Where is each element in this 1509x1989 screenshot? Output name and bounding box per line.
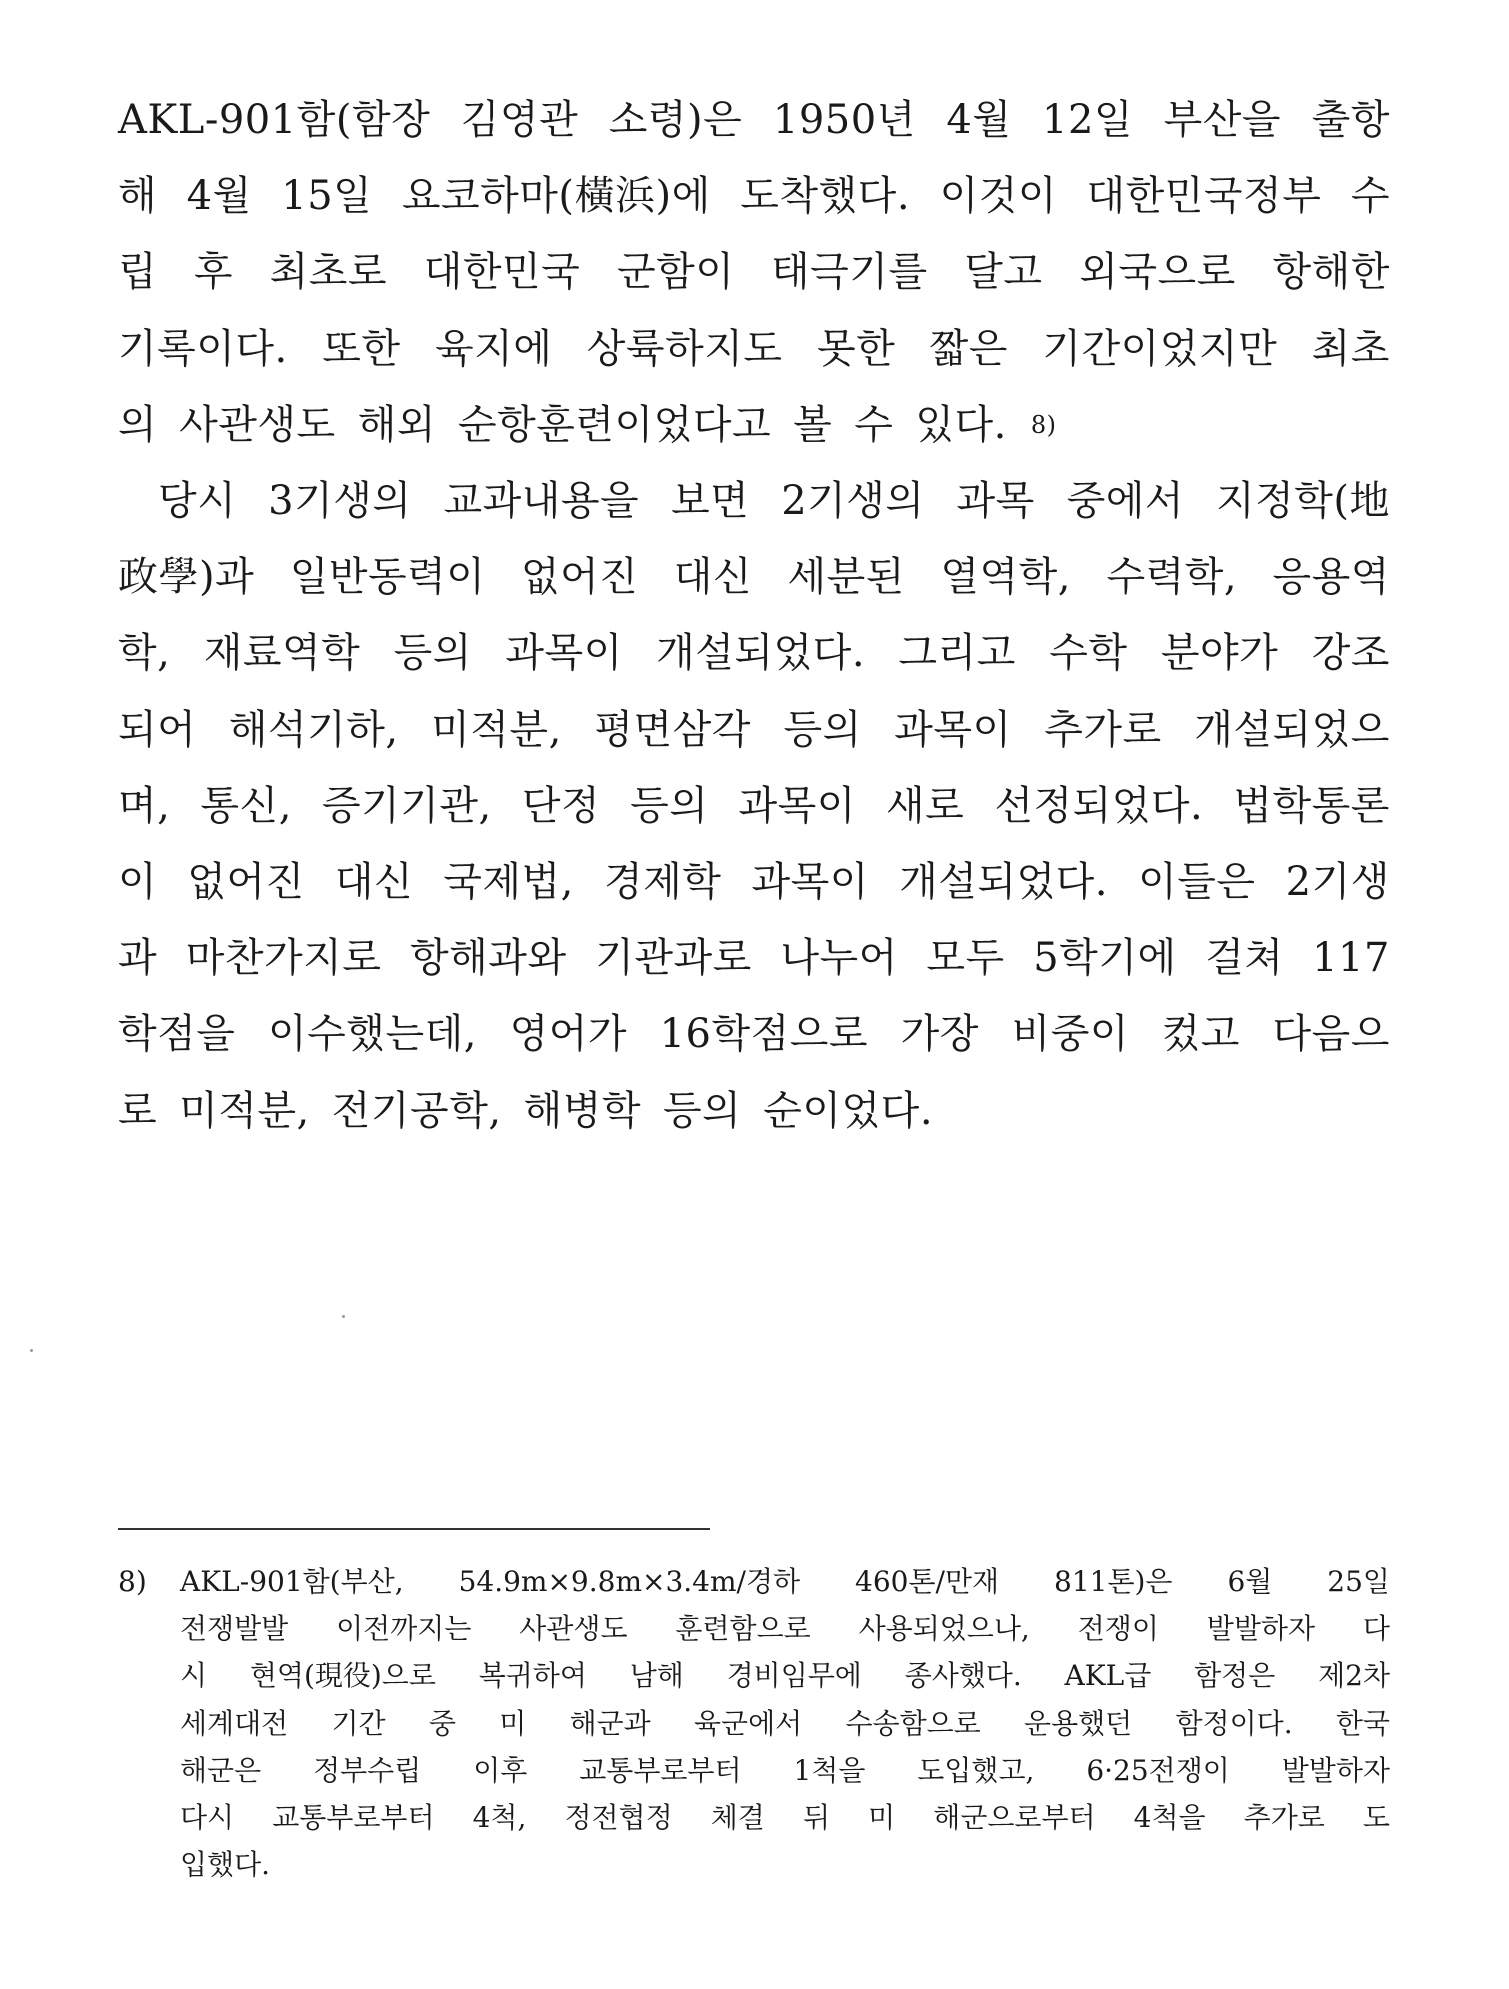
word: 또한 bbox=[322, 325, 401, 372]
word: 학, bbox=[118, 630, 171, 677]
footnote-line bbox=[118, 1558, 1390, 1605]
word: 발발하자 bbox=[1206, 1611, 1315, 1645]
word: 1950년 bbox=[772, 97, 916, 144]
word: 세분된 bbox=[787, 554, 905, 601]
word: 최초로 bbox=[269, 249, 388, 296]
word: 마찬가지로 bbox=[185, 935, 382, 982]
word: 평면삼각 bbox=[594, 706, 751, 753]
word: 볼 bbox=[793, 401, 833, 448]
word: 미 bbox=[499, 1706, 527, 1740]
word: 15일 bbox=[281, 173, 373, 220]
word: 해외 bbox=[357, 401, 436, 448]
word: 중에서 bbox=[1066, 478, 1185, 525]
footnote-line bbox=[118, 1605, 1390, 1652]
word: 460톤/만재 bbox=[855, 1564, 1000, 1598]
text-line bbox=[118, 539, 1390, 615]
word: 상륙하지도 bbox=[586, 325, 783, 372]
footnote-line bbox=[118, 1794, 1390, 1841]
word: 기관과로 bbox=[595, 935, 752, 982]
word: 정전협정 bbox=[564, 1801, 673, 1835]
word: 달고 bbox=[964, 249, 1043, 296]
word: 경비임무에 bbox=[726, 1659, 862, 1693]
word: 수 bbox=[854, 401, 894, 448]
text-line bbox=[118, 1072, 1390, 1148]
word: AKL-901함(함장 bbox=[118, 97, 431, 144]
word: 없어진 bbox=[520, 554, 639, 601]
word: 이후 bbox=[473, 1753, 528, 1787]
word: 개설되었다. bbox=[656, 630, 866, 677]
scan-speck bbox=[30, 1349, 33, 1352]
word: 선정되었다. bbox=[994, 782, 1204, 829]
word: 그리고 bbox=[898, 630, 1016, 677]
text-line bbox=[118, 234, 1390, 310]
word: 811톤)은 bbox=[1054, 1564, 1173, 1598]
word: 3기생의 bbox=[268, 478, 412, 525]
word: 2기생 bbox=[1285, 858, 1390, 905]
word: 사관생도 bbox=[519, 1611, 628, 1645]
word: 이 bbox=[118, 858, 158, 905]
word: 4척, bbox=[472, 1801, 527, 1835]
word: 대한민국 bbox=[423, 249, 581, 296]
word: 군함이 bbox=[616, 249, 735, 296]
word: 걸쳐 bbox=[1205, 935, 1284, 982]
scan-speck bbox=[342, 1315, 345, 1318]
word: 16학점으로 bbox=[659, 1011, 869, 1058]
word: 태극기를 bbox=[771, 249, 928, 296]
word: 54.9m×9.8m×3.4m/경하 bbox=[458, 1564, 801, 1598]
word: 해병학 bbox=[523, 1087, 641, 1134]
word: 지정학(地 bbox=[1215, 478, 1390, 525]
text-line bbox=[118, 844, 1390, 920]
word: 육군에서 bbox=[694, 1706, 803, 1740]
word: 교통부로부터 bbox=[272, 1801, 435, 1835]
word: 짧은 bbox=[929, 325, 1008, 372]
word: 며, bbox=[118, 782, 171, 829]
word: 순이었다. bbox=[763, 1087, 934, 1134]
word: 입했다. bbox=[180, 1848, 271, 1882]
word: 중 bbox=[428, 1706, 456, 1740]
word: 시 bbox=[180, 1659, 208, 1693]
paragraph-1 bbox=[118, 82, 1390, 463]
word: 2기생의 bbox=[781, 478, 925, 525]
text-line bbox=[118, 463, 1390, 539]
word: 政學)과 bbox=[118, 554, 255, 601]
word: 사관생도 bbox=[179, 401, 336, 448]
word: 전기공학, bbox=[331, 1087, 502, 1134]
word: 다시 bbox=[180, 1801, 235, 1835]
word: 도입했고, bbox=[917, 1753, 1035, 1787]
word: 개설되었다. bbox=[899, 858, 1108, 905]
word: 4척을 bbox=[1133, 1801, 1206, 1835]
text-line bbox=[118, 311, 1390, 387]
word: 등의 bbox=[630, 782, 709, 829]
word: 과목 bbox=[956, 478, 1035, 525]
word: 과목이 bbox=[738, 782, 856, 829]
word: 일반동력이 bbox=[289, 554, 486, 601]
text-line bbox=[118, 158, 1390, 234]
word: 함정이다. bbox=[1175, 1706, 1293, 1740]
word: 출항 bbox=[1311, 97, 1390, 144]
word: 체결 bbox=[710, 1801, 765, 1835]
word: 추가로 bbox=[1243, 1801, 1325, 1835]
word: 항해한 bbox=[1272, 249, 1390, 296]
body-text bbox=[118, 82, 1390, 1149]
word: 보면 bbox=[671, 478, 750, 525]
word: 새로 bbox=[886, 782, 965, 829]
word: 개설되었으 bbox=[1194, 706, 1390, 753]
word: 컸고 bbox=[1161, 1011, 1240, 1058]
word: 전쟁이 bbox=[1077, 1611, 1159, 1645]
word: 수학 bbox=[1049, 630, 1128, 677]
word: 후 bbox=[193, 249, 233, 296]
word: 4월 bbox=[186, 173, 252, 220]
word: 미 bbox=[868, 1801, 896, 1835]
word: 등의 bbox=[783, 706, 862, 753]
word: 립 bbox=[118, 249, 158, 296]
word: 남해 bbox=[629, 1659, 684, 1693]
word: 응용역 bbox=[1272, 554, 1390, 601]
word: 강조 bbox=[1311, 630, 1390, 677]
word: 모두 bbox=[926, 935, 1005, 982]
word: 재료역학 bbox=[203, 630, 361, 677]
word: 수력학, bbox=[1106, 554, 1238, 601]
word: 못한 bbox=[816, 325, 896, 372]
word: 6월 bbox=[1227, 1564, 1273, 1598]
word: 다 bbox=[1362, 1611, 1390, 1645]
word: 현역(現役)으로 bbox=[249, 1659, 436, 1693]
paragraph-2 bbox=[118, 463, 1390, 1149]
word: 김영관 bbox=[460, 97, 579, 144]
footnote-line bbox=[118, 1653, 1390, 1700]
text-line bbox=[118, 387, 1390, 463]
word: 5학기에 bbox=[1033, 935, 1177, 982]
word: 미적분, bbox=[179, 1087, 310, 1134]
word: 의 bbox=[118, 401, 158, 448]
footnote-line bbox=[118, 1747, 1390, 1794]
word: 훈련함으로 bbox=[675, 1611, 811, 1645]
word: 항해과와 bbox=[410, 935, 567, 982]
word: 대한민국정부 bbox=[1086, 173, 1322, 220]
word: 수 bbox=[1350, 173, 1390, 220]
footnote-number: 8) bbox=[118, 1564, 147, 1598]
text-line bbox=[118, 996, 1390, 1072]
word: 단정 bbox=[521, 782, 601, 829]
word: 제2차 bbox=[1318, 1659, 1390, 1693]
word: 교과내용을 bbox=[443, 478, 640, 525]
word: 당시 bbox=[158, 478, 237, 525]
text-line bbox=[118, 768, 1390, 844]
word: 수송함으로 bbox=[845, 1706, 981, 1740]
text-line bbox=[118, 615, 1390, 691]
word: 117 bbox=[1312, 935, 1390, 982]
word: 기간이었지만 bbox=[1042, 325, 1278, 372]
word: 순항훈련이었다고 bbox=[457, 401, 772, 448]
word: 이들은 bbox=[1138, 858, 1256, 905]
word: 복귀하여 bbox=[478, 1659, 587, 1693]
text-line bbox=[118, 82, 1390, 158]
word: 없어진 bbox=[187, 858, 305, 905]
word: 발발하자 bbox=[1281, 1753, 1390, 1787]
word: 외국으로 bbox=[1079, 249, 1236, 296]
footnote-separator bbox=[118, 1528, 710, 1530]
word: 기간 bbox=[331, 1706, 386, 1740]
word: 미적분, bbox=[431, 706, 562, 753]
word: 도착했다. bbox=[740, 173, 911, 220]
word: 학점을 bbox=[118, 1011, 236, 1058]
word: 과목이 bbox=[894, 706, 1012, 753]
word: 최초 bbox=[1311, 325, 1390, 372]
word: 운용했던 bbox=[1024, 1706, 1133, 1740]
word: 이수했는데, bbox=[268, 1011, 477, 1058]
word: 기록이다. bbox=[118, 325, 288, 372]
word: 요코하마(橫浜)에 bbox=[401, 173, 711, 220]
word: 영어가 bbox=[509, 1011, 627, 1058]
word: 종사했다. bbox=[904, 1659, 1022, 1693]
footnote-line-text bbox=[180, 1564, 1390, 1598]
word: 등의 bbox=[393, 630, 472, 677]
footnote bbox=[118, 1558, 1390, 1889]
word: 국제법, bbox=[443, 858, 574, 905]
word: 해 bbox=[118, 173, 158, 220]
word: 분야가 bbox=[1160, 630, 1279, 677]
word: 되어 bbox=[118, 706, 197, 753]
word: 25일 bbox=[1327, 1564, 1390, 1598]
word: 경제학 bbox=[603, 858, 722, 905]
word: 6·25전쟁이 bbox=[1086, 1753, 1230, 1787]
word: 한국 bbox=[1335, 1706, 1390, 1740]
word: 1척을 bbox=[793, 1753, 866, 1787]
word: 추가로 bbox=[1044, 706, 1162, 753]
word: 열역학, bbox=[940, 554, 1071, 601]
word: 이전까지는 bbox=[336, 1611, 472, 1645]
footnote-line bbox=[118, 1700, 1390, 1747]
word: 해군과 bbox=[569, 1706, 651, 1740]
word: 이것이 bbox=[939, 173, 1057, 220]
word: 나누어 bbox=[780, 935, 898, 982]
line-text bbox=[118, 401, 1029, 448]
word: 해석기하, bbox=[228, 706, 399, 753]
word: 전쟁발발 bbox=[180, 1611, 289, 1645]
word: 과목이 bbox=[751, 858, 869, 905]
word: 가장 bbox=[900, 1011, 979, 1058]
word: 해군으로부터 bbox=[933, 1801, 1096, 1835]
word: 과목이 bbox=[505, 630, 623, 677]
word: 4월 bbox=[946, 97, 1012, 144]
word: 뒤 bbox=[802, 1801, 831, 1835]
word: 사용되었으나, bbox=[858, 1611, 1030, 1645]
word: AKL급 bbox=[1064, 1659, 1152, 1693]
footnote-reference[interactable]: 8) bbox=[1030, 410, 1057, 439]
text-line bbox=[118, 692, 1390, 768]
word: 12일 bbox=[1042, 97, 1134, 144]
word: 함정은 bbox=[1194, 1659, 1276, 1693]
word: 도 bbox=[1362, 1801, 1390, 1835]
word: 로 bbox=[118, 1087, 158, 1134]
word: 등의 bbox=[662, 1087, 742, 1134]
word: 정부수립 bbox=[313, 1753, 422, 1787]
word: 과 bbox=[118, 935, 158, 982]
word: 증기기관, bbox=[321, 782, 492, 829]
word: 통신, bbox=[200, 782, 292, 829]
word: AKL-901함(부산, bbox=[180, 1564, 404, 1598]
word: 세계대전 bbox=[180, 1706, 289, 1740]
word: 다음으 bbox=[1272, 1011, 1390, 1058]
word: 교통부로부터 bbox=[579, 1753, 742, 1787]
word: 부산을 bbox=[1163, 97, 1282, 144]
word: 대신 bbox=[334, 858, 414, 905]
word: 있다. bbox=[915, 401, 1007, 448]
word: 법학통론 bbox=[1233, 782, 1390, 829]
text-line bbox=[118, 920, 1390, 996]
word: 육지에 bbox=[434, 325, 553, 372]
word: 소령)은 bbox=[608, 97, 743, 144]
word: 비중이 bbox=[1011, 1011, 1129, 1058]
word: 대신 bbox=[673, 554, 753, 601]
word: 해군은 bbox=[180, 1753, 262, 1787]
footnote-line bbox=[118, 1842, 1390, 1889]
